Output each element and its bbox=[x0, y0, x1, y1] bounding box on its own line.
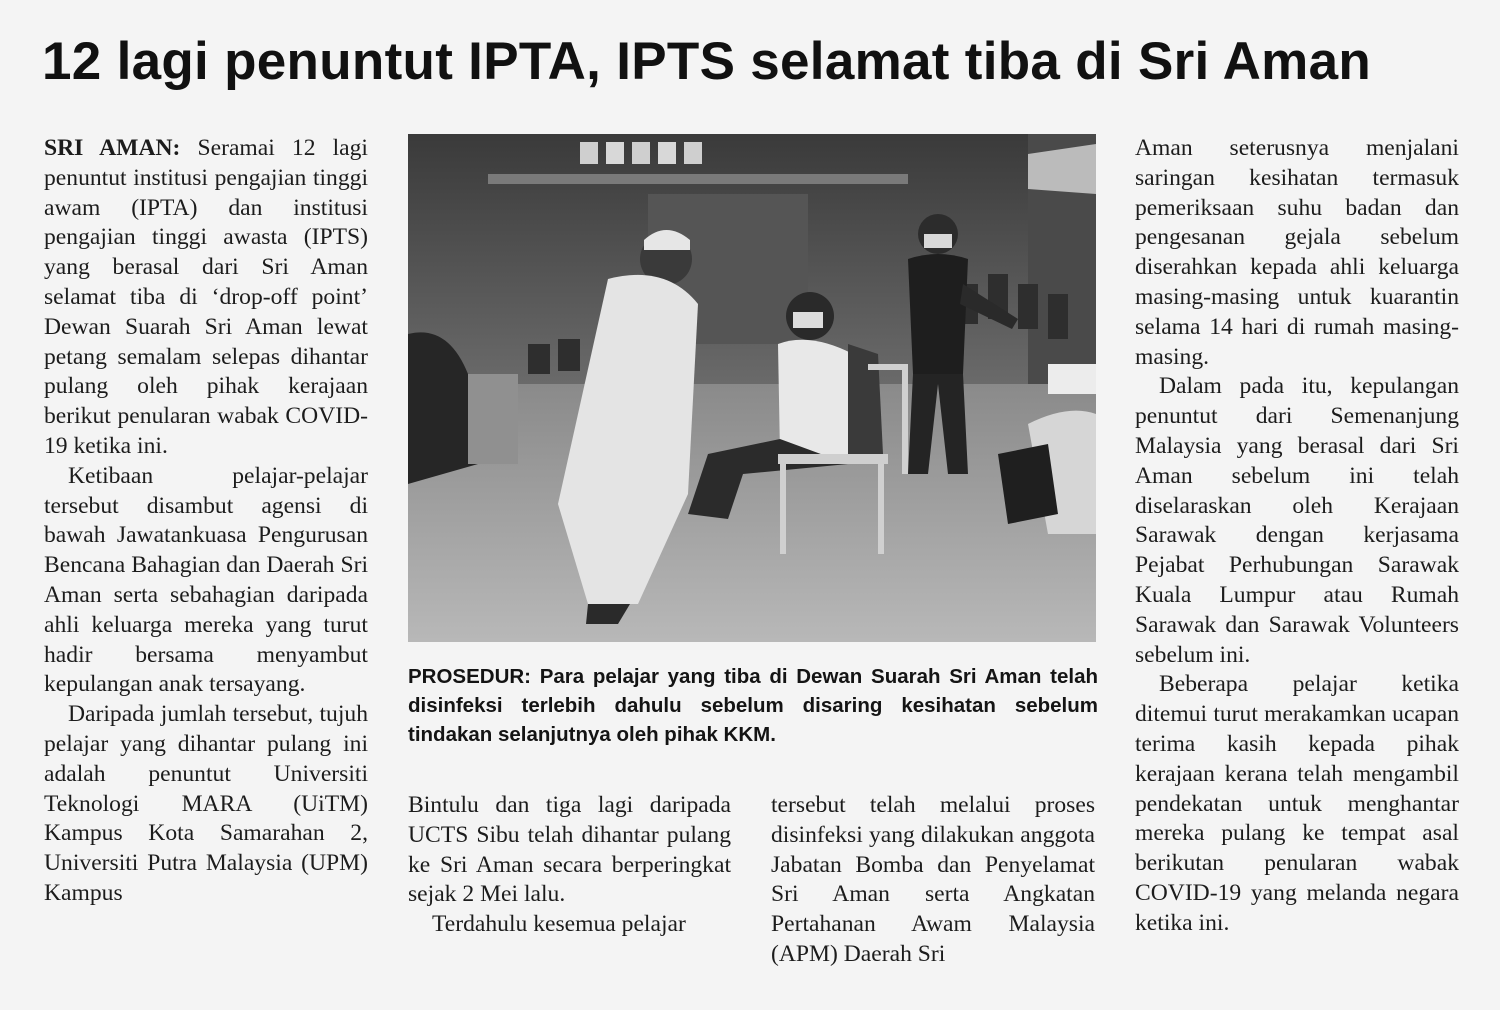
paragraph bbox=[44, 134, 368, 462]
news-photo bbox=[408, 134, 1096, 642]
article-column-3 bbox=[771, 791, 1095, 970]
article-column-1 bbox=[44, 134, 368, 909]
paragraph: Beberapa pelajar ketika ditemui turut merakamkan ucapan terima kasih kepada pihak kerajaan kerana telah mengambil pendekatan untuk menghantar mereka pulang ke tempat asal berikutan penularan wabak COVID-19 yang melanda negara ketika ini. bbox=[1135, 671, 1459, 936]
paragraph: Terdahulu kesemua pelajar bbox=[432, 911, 686, 938]
paragraph: tersebut telah melalui proses disinfeksi yang dilakukan anggota Jabatan Bomba dan Penyelamat Sri Aman serta Angkatan Pertahanan Awam Malaysia (APM) Daerah Sri bbox=[771, 792, 1095, 967]
headline: 12 lagi penuntut IPTA, IPTS selamat tiba di Sri Aman bbox=[42, 32, 1372, 91]
paragraph: Dalam pada itu, kepulangan penuntut dari Semenanjung Malaysia yang berasal dari Sri Aman sebelum ini telah diselaraskan oleh Kerajaan Sarawak dengan kerjasama Pejabat Perhubungan Sarawak Kuala Lumpur atau Rumah Sarawak dan Sarawak Volunteers sebelum ini. bbox=[1135, 373, 1459, 668]
article-column-4 bbox=[1135, 134, 1459, 939]
paragraph: Aman seterusnya menjalani saringan kesihatan termasuk pemeriksaan suhu badan dan pengesanan gejala sebelum diserahkan kepada ahli keluarga masing-masing untuk kuarantin selama 14 hari di rumah masing-masing. bbox=[1135, 135, 1459, 370]
article-column-2 bbox=[408, 791, 731, 940]
paragraph-text: Seramai 12 lagi penuntut institusi pengajian tinggi awam (IPTA) dan institusi pengajian tinggi awasta (IPTS) yang berasal dari Sri Aman selamat tiba di ‘drop-off point’ Dewan Suarah Sri Aman lewat petang semalam selepas dihantar pulang oleh pihak kerajaan berikut penularan wabak COVID-19 ketika ini. bbox=[44, 135, 368, 459]
paragraph: Ketibaan pelajar-pelajar tersebut disambut agensi di bawah Jawatankuasa Pengurusan Bencana Bahagian dan Daerah Sri Aman serta sebahagian daripada ahli keluarga mereka yang turut hadir bersama menyambut kepulangan anak tersayang. bbox=[44, 462, 368, 698]
photo-caption: PROSEDUR: Para pelajar yang tiba di Dewan Suarah Sri Aman telah disinfeksi terlebih dahulu sebelum disaring kesihatan sebelum tindakan selanjutnya oleh pihak KKM. bbox=[408, 665, 1098, 746]
paragraph: Bintulu dan tiga lagi daripada UCTS Sibu telah dihantar pulang ke Sri Aman secara berperingkat sejak 2 Mei lalu. bbox=[408, 792, 731, 908]
paragraph: Daripada jumlah tersebut, tujuh pelajar yang dihantar pulang ini adalah penuntut Universiti Teknologi MARA (UiTM) Kampus Kota Samarahan 2, Universiti Putra Malaysia (UPM) Kampus bbox=[44, 701, 368, 906]
dateline: SRI AMAN: bbox=[44, 135, 181, 161]
